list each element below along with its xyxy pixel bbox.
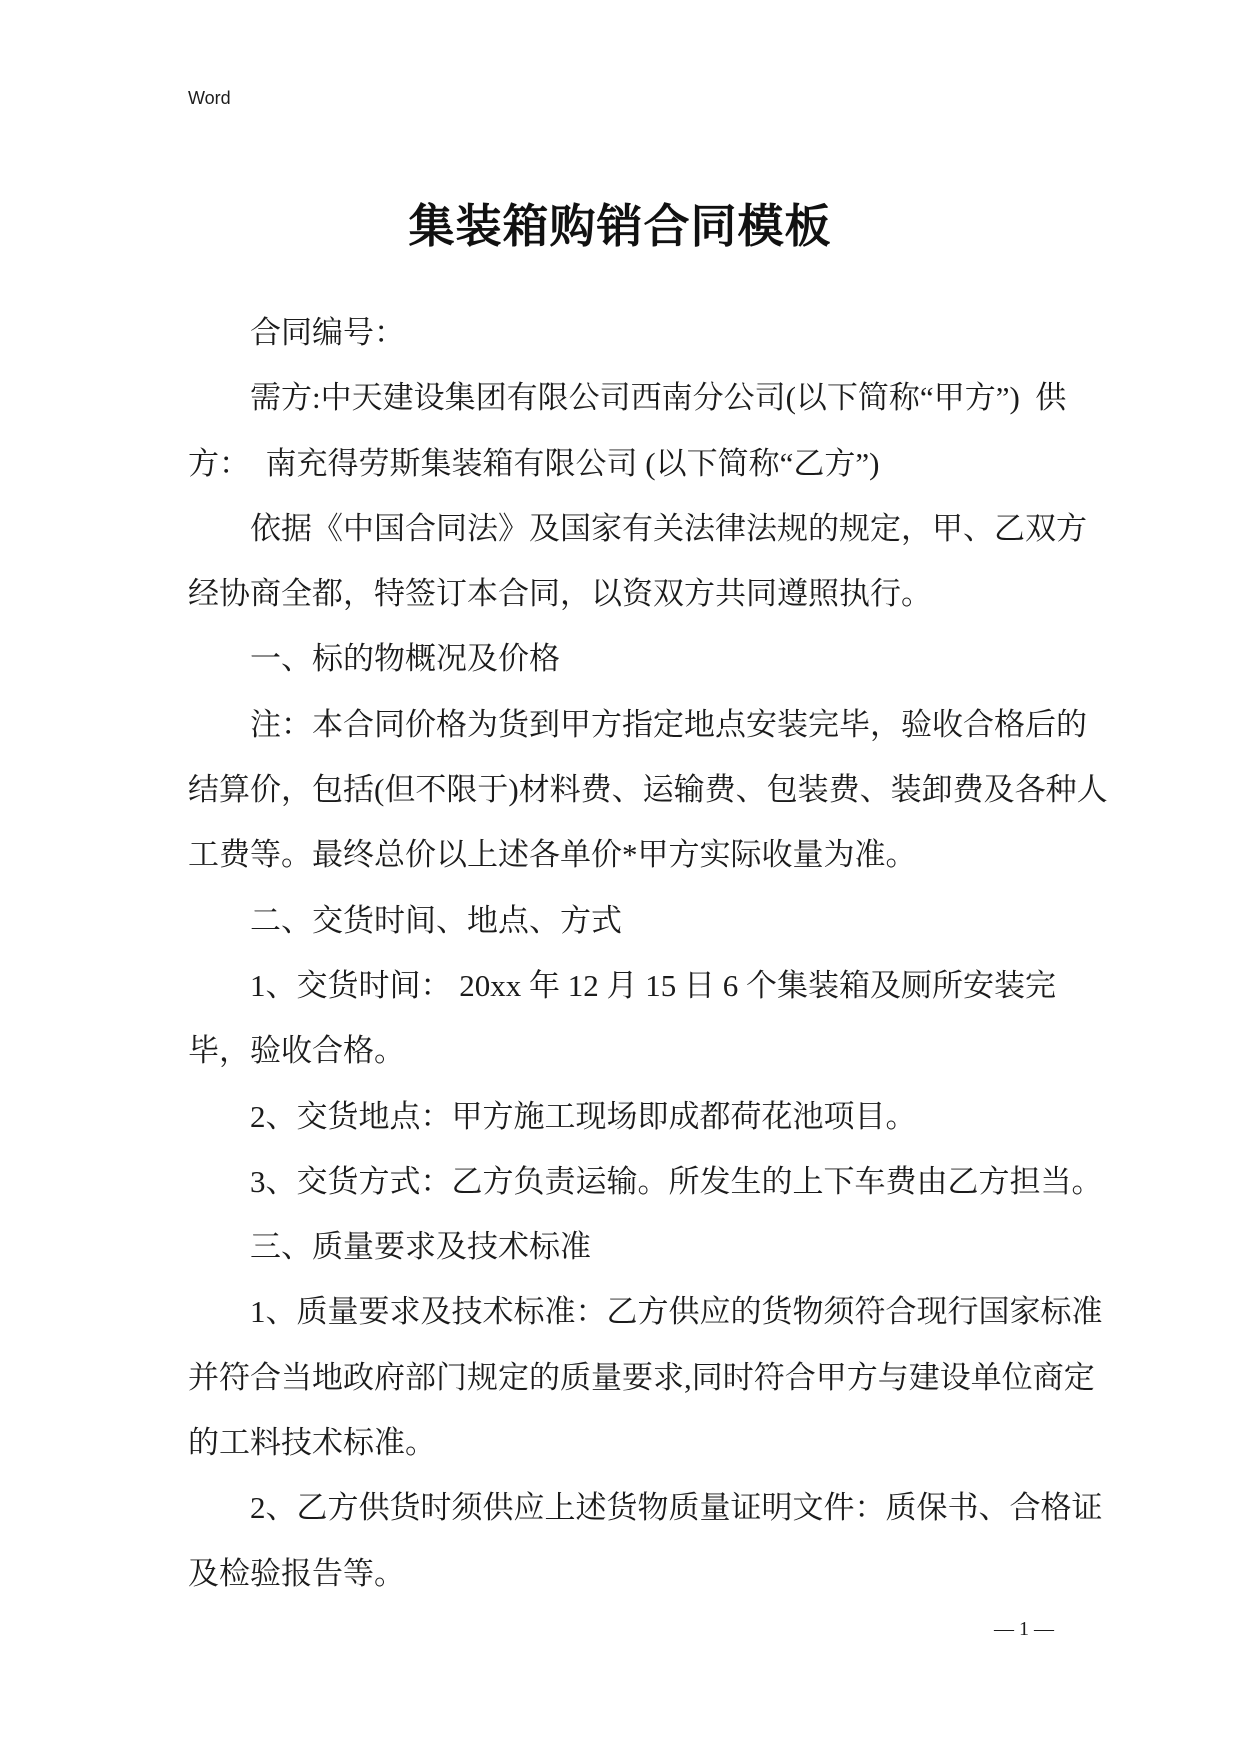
document-body — [188, 300, 1108, 1606]
document-line: 需方:中天建设集团有限公司西南分公司(以下简称“甲方”) 供 — [250, 380, 1067, 416]
document-line: 及检验报告等。 — [188, 1555, 405, 1591]
document-line: 方： 南充得劳斯集装箱有限公司 (以下简称“乙方”) — [188, 445, 880, 481]
document-line: 2、乙方供货时须供应上述货物质量证明文件：质保书、合格证 — [250, 1490, 1103, 1526]
document-line: 1、质量要求及技术标准：乙方供应的货物须符合现行国家标准 — [250, 1294, 1103, 1330]
document-line: 结算价，包括(但不限于)材料费、运输费、包装费、装卸费及各种人 — [188, 772, 1108, 808]
document-line: 3、交货方式：乙方负责运输。所发生的上下车费由乙方担当。 — [250, 1163, 1103, 1199]
document-line: 2、交货地点：甲方施工现场即成都荷花池项目。 — [250, 1098, 917, 1134]
document-title: 集装箱购销合同模板 — [408, 201, 832, 252]
document-line: 一、标的物概况及价格 — [250, 641, 560, 677]
document-line: 工费等。最终总价以上述各单价*甲方实际收量为准。 — [188, 837, 917, 873]
page-number: — 1 — — [994, 1618, 1054, 1640]
document-line: 并符合当地政府部门规定的质量要求,同时符合甲方与建设单位商定 — [188, 1359, 1095, 1395]
document-line: 二、交货时间、地点、方式 — [250, 902, 622, 938]
document-line: 注：本合同价格为货到甲方指定地点安装完毕，验收合格后的 — [250, 706, 1087, 742]
document-line: 三、质量要求及技术标准 — [250, 1229, 591, 1265]
app-label: Word — [188, 88, 231, 108]
document-line: 毕，验收合格。 — [188, 1033, 405, 1069]
document-line: 依据《中国合同法》及国家有关法律法规的规定，甲、乙双方 — [250, 510, 1087, 546]
document-line: 经协商全都，特签订本合同，以资双方共同遵照执行。 — [188, 576, 932, 612]
document-line: 合同编号： — [250, 315, 405, 350]
document-line: 的工料技术标准。 — [188, 1425, 436, 1461]
page-footer — [188, 1618, 1054, 1641]
document-line: 1、交货时间： 20xx 年 12 月 15 日 6 个集装箱及厕所安装完 — [250, 967, 1056, 1003]
